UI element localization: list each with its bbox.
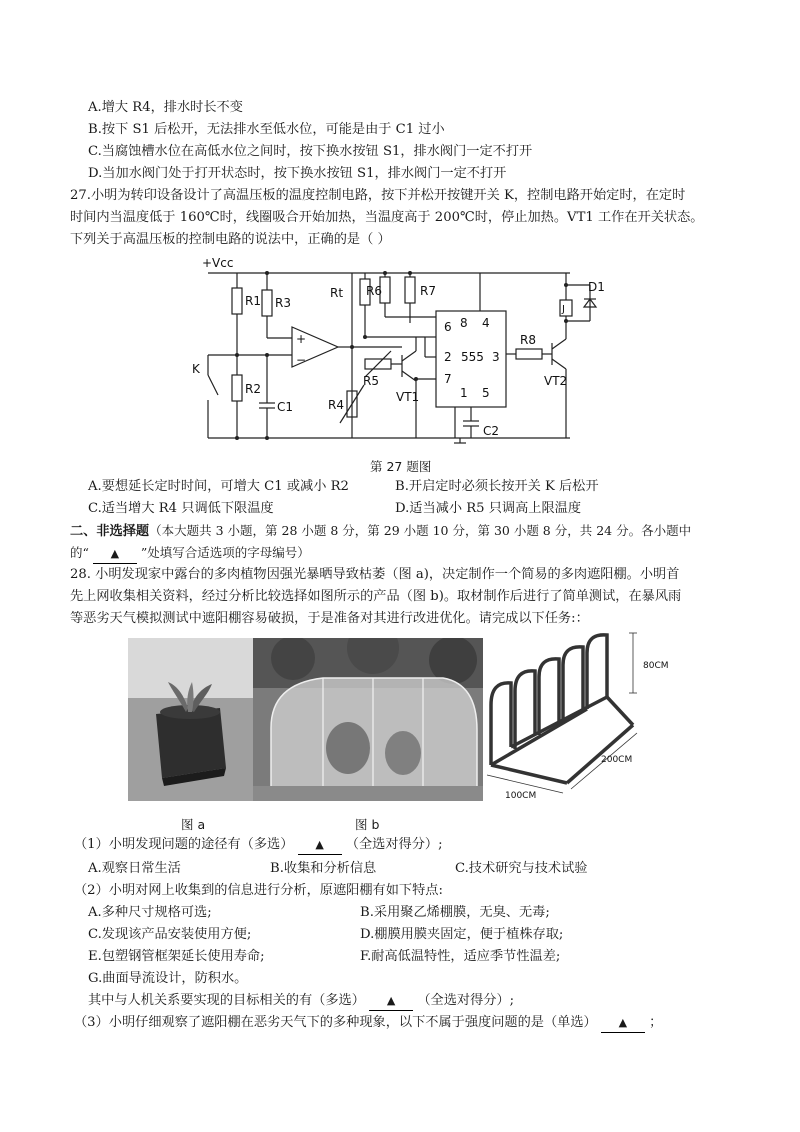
figure-b-caption: 图 b <box>355 817 380 832</box>
label-pin3: 3 <box>492 350 500 364</box>
label-r6: R6 <box>366 284 382 298</box>
label-r7: R7 <box>420 284 436 298</box>
label-k: K <box>192 362 200 376</box>
q28-part3-blank[interactable]: ▲ <box>601 1014 645 1033</box>
label-j: J <box>562 304 565 315</box>
q27-option-c: C.适当增大 R4 只调低下限温度 <box>88 501 274 516</box>
figure-b-photo <box>253 638 483 801</box>
q26-option-b: B.按下 S1 后松开，无法排水至低水位，可能是由于 C1 过小 <box>88 122 445 137</box>
label-c1: C1 <box>277 400 294 414</box>
label-vt2: VT2 <box>544 374 568 388</box>
q27-stem-line2: 时间内当温度低于 160℃时，线圈吸合开始加热，当温度高于 200℃时，停止加热。VT1 工作在开关状态。 <box>70 210 704 225</box>
label-pin1: 1 <box>460 386 468 400</box>
q27-option-a: A.要想延长定时时间，可增大 C1 或减小 R2 <box>88 479 349 494</box>
label-d1: D1 <box>588 280 605 294</box>
q28-p2-option-a: A.多种尺寸规格可选; <box>88 905 212 920</box>
label-pin8: 8 <box>460 316 468 330</box>
answer-blank-marker: ▲ <box>93 545 137 564</box>
q28-part2-stem: （2）小明对网上收集到的信息进行分析，原遮阳棚有如下特点: <box>74 883 443 898</box>
q27-option-b: B.开启定时必须长按开关 K 后松开 <box>395 479 599 494</box>
q26-option-a: A.增大 R4，排水时长不变 <box>88 100 243 115</box>
q28-stem-line3: 等恶劣天气模拟测试中遮阳棚容易破损，于是准备对其进行改进优化。请完成以下任务:： <box>70 611 589 626</box>
q27-stem-line1: 27.小明为转印设备设计了高温压板的温度控制电路，按下并松开按键开关 K，控制电路开始定时，在定时 <box>70 188 686 203</box>
label-pin5: 5 <box>482 386 490 400</box>
q27-figure-caption: 第 27 题图 <box>370 459 432 474</box>
dim-height: 80CM <box>643 661 669 671</box>
q28-part2-question: 其中与人机关系要实现的目标相关的有（多选） ▲ （全选对得分）; <box>88 992 514 1011</box>
section2-heading-line <box>70 522 691 541</box>
q28-p2-option-b: B.采用聚乙烯棚膜，无臭、无毒; <box>360 905 550 920</box>
label-pin7: 7 <box>444 372 452 386</box>
q28-part3: （3）小明仔细观察了遮阳棚在恶劣天气下的多种现象，以下不属于强度问题的是（单选） ▲ ； <box>74 1014 662 1033</box>
q26-option-d: D.当加水阀门处于打开状态时，按下换水按钮 S1，排水阀门一定不打开 <box>88 166 507 181</box>
q28-p2-option-e: E.包塑钢管框架延长使用寿命; <box>88 949 265 964</box>
label-pin6: 6 <box>444 320 452 334</box>
label-pin2: 2 <box>444 350 452 364</box>
q28-stem-line2: 先上网收集相关资料，经过分析比较选择如图所示的产品（图 b)。取材制作后进行了简单测试，在暴风雨 <box>70 589 682 604</box>
label-r5: R5 <box>363 374 379 388</box>
q28-stem-line1: 28. 小明发现家中露台的多肉植物因强光暴晒导致枯萎（图 a)，决定制作一个简易的多肉遮阳棚。小明首 <box>70 567 680 582</box>
section2-note-line1: （本大题共 3 小题，第 28 小题 8 分，第 29 小题 10 分，第 30 小题 8 分，共 24 分。各小题中 <box>149 523 692 538</box>
label-vt1: VT1 <box>396 390 420 404</box>
label-rt: Rt <box>330 286 344 300</box>
q28-p1-option-c: C.技术研究与技术试验 <box>455 861 588 876</box>
q28-part1-blank[interactable]: ▲ <box>298 836 342 855</box>
figure-a-caption: 图 a <box>181 817 206 832</box>
label-pin4: 4 <box>482 316 490 330</box>
q26-option-c: C.当腐蚀槽水位在高低水位之间时，按下换水按钮 S1，排水阀门一定不打开 <box>88 144 533 159</box>
label-555: 555 <box>461 350 484 364</box>
dim-width: 100CM <box>505 791 537 801</box>
q28-part2-blank[interactable]: ▲ <box>369 992 413 1011</box>
q28-p2-option-g: G.曲面导流设计，防积水。 <box>88 971 248 986</box>
label-opamp-minus: + <box>296 332 307 346</box>
q28-p2-option-c: C.发现该产品安装使用方便; <box>88 927 252 942</box>
label-vcc: +Vcc <box>202 256 234 270</box>
label-r1: R1 <box>245 294 261 308</box>
q28-p1-option-b: B.收集和分析信息 <box>270 861 377 876</box>
dim-length: 200CM <box>601 755 633 765</box>
q27-stem-line3: 下列关于高温压板的控制电路的说法中，正确的是（ ） <box>70 232 391 247</box>
label-r3: R3 <box>275 296 291 310</box>
q28-p2-option-d: D.棚膜用膜夹固定，便于植株存取; <box>360 927 564 942</box>
q27-option-d: D.适当减小 R5 只调高上限温度 <box>395 501 582 516</box>
label-c2: C2 <box>483 424 500 438</box>
label-r8: R8 <box>520 333 536 347</box>
q28-p1-option-a: A.观察日常生活 <box>88 861 181 876</box>
q28-p2-option-f: F.耐高低温特性，适应季节性温差; <box>360 949 561 964</box>
q27-circuit-diagram <box>180 255 610 450</box>
section2-note-line2: 的“ ▲ ”处填写合适选项的字母编号） <box>70 544 310 564</box>
label-opamp-plus: − <box>296 353 307 367</box>
label-r2: R2 <box>245 382 261 396</box>
section2-heading: 二、非选择题 <box>70 524 150 539</box>
figure-a-photo <box>128 638 253 801</box>
label-r4: R4 <box>328 398 344 412</box>
q28-part1: （1）小明发现问题的途径有（多选） ▲ （全选对得分）; <box>74 836 443 855</box>
frame-dimension-drawing <box>483 625 683 805</box>
